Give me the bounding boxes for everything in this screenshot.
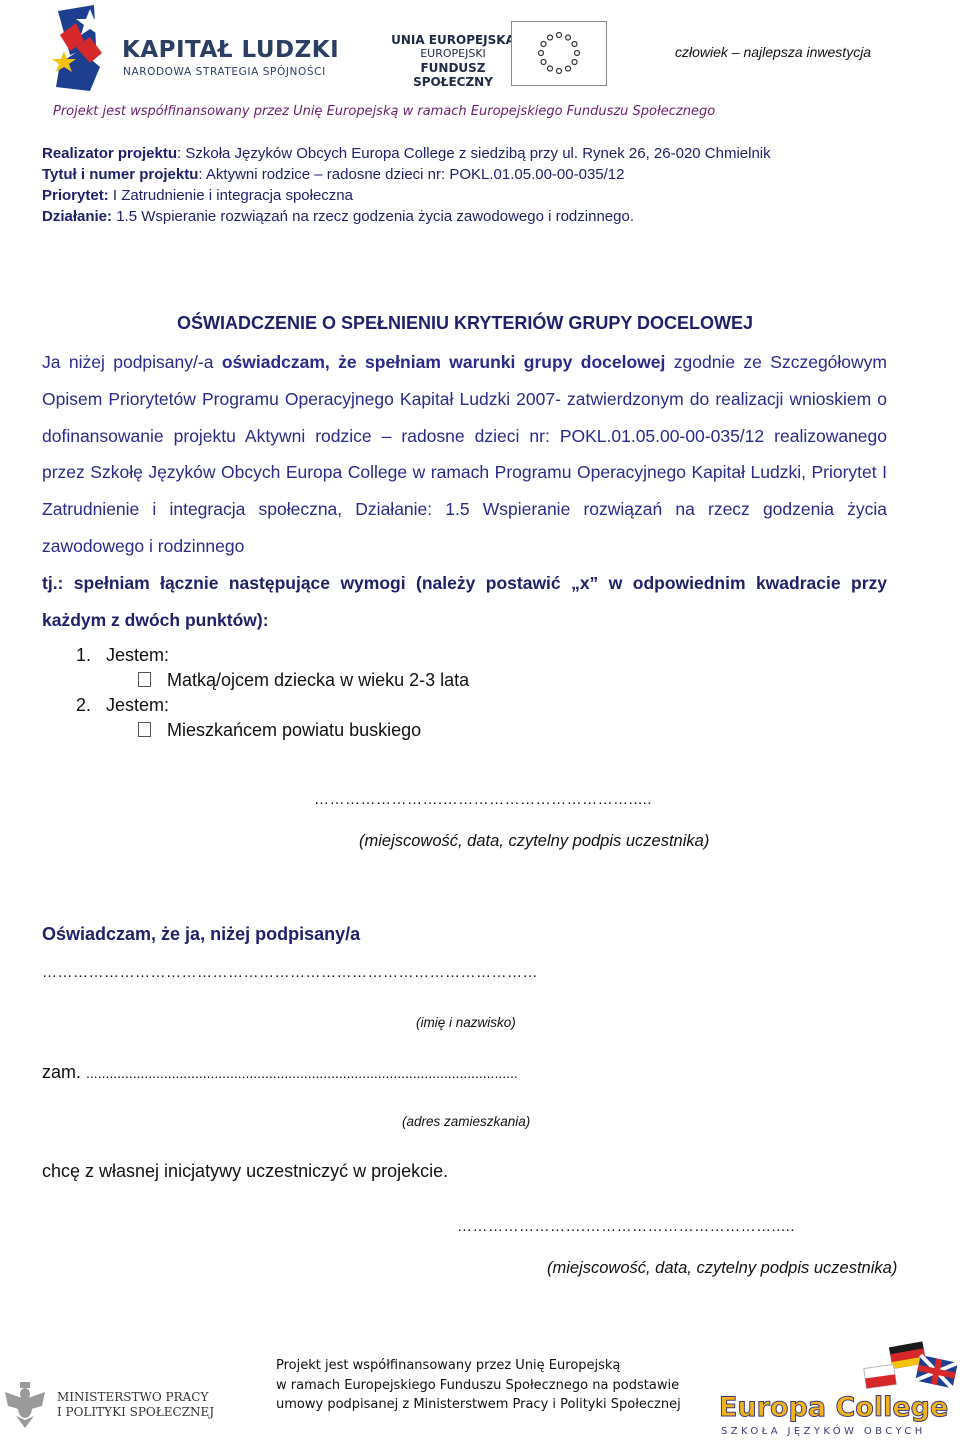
statement-heading: Oświadczam, że ja, niżej podpisany/a: [42, 924, 361, 944]
signature-caption-1: (miejscowość, data, czytelny podpis uczestnika): [359, 832, 710, 850]
project-info: [42, 143, 771, 227]
signature-line-1: …………………….……………………………….....: [314, 791, 653, 808]
checkbox[interactable]: [138, 672, 151, 687]
eu-logo-text: [383, 33, 523, 89]
signature-caption-2: (miejscowość, data, czytelny podpis uczestnika): [547, 1259, 898, 1277]
item-number: 1.: [76, 645, 92, 665]
ministry-line-2: I POLITYKI SPOŁECZNEJ: [57, 1405, 215, 1419]
flags-icon: [863, 1340, 958, 1398]
europa-college-logo: [713, 1340, 958, 1440]
address-prefix: zam.: [42, 1062, 82, 1082]
info-realizator: [42, 143, 771, 164]
eu-line-2: EUROPEJSKI: [420, 47, 486, 60]
declaration-title: OŚWIADCZENIE O SPEŁNIENIU KRYTERIÓW GRUPY DOCELOWEJ: [176, 313, 754, 333]
declaration-paragraph: [42, 344, 887, 565]
name-line: ……………………………………………………………………………………: [42, 964, 538, 981]
info-tytul-value: : Aktywni rodzice – radosne dzieci nr: POKL.01.05.00-00-035/12: [198, 166, 625, 183]
info-realizator-label: Realizator projektu: [42, 145, 178, 162]
list-item: [76, 643, 469, 668]
info-priorytet: [42, 185, 771, 206]
info-dzialanie-label: Działanie:: [42, 208, 113, 225]
list-option: [76, 668, 469, 693]
item-label: Jestem:: [106, 695, 170, 715]
cofin-line-2: w ramach Europejskiego Funduszu Społecznego na podstawie: [276, 1377, 680, 1393]
info-priorytet-value: I Zatrudnienie i integracja społeczna: [108, 187, 353, 204]
option-label: Mieszkańcem powiatu buskiego: [167, 720, 422, 740]
kapital-ludzki-graphic: [50, 5, 112, 93]
eu-line-3: FUNDUSZ SPOŁECZNY: [413, 61, 493, 89]
option-label: Matką/ojcem dziecka w wieku 2-3 lata: [167, 670, 470, 690]
kapital-ludzki-subtitle: NARODOWA STRATEGIA SPÓJNOŚCI: [123, 66, 326, 78]
info-dzialanie-value: 1.5 Wspieranie rozwiązań na rzecz godzenia życia zawodowego i rodzinnego.: [112, 208, 634, 225]
signature-line-2: …………………….……………………………….....: [457, 1218, 796, 1235]
eagle-icon: [2, 1380, 48, 1430]
declaration-start: Ja niżej podpisany/-a: [42, 352, 222, 372]
requirements-list: [76, 643, 469, 743]
info-realizator-value: : Szkoła Języków Obcych Europa College z siedzibą przy ul. Rynek 26, 26-020 Chmielnik: [177, 145, 771, 162]
item-label: Jestem:: [106, 645, 170, 665]
declaration-rest: zgodnie ze Szczegółowym Opisem Priorytetów Programu Operacyjnego Kapitał Ludzki 2007- zatwierdzonym do realizacji wnioskiem o dofinansowanie projektu Aktywni rodzice – radosne dzieci nr: POKL.01.05.00-00-035/12 realizowanego przez Szkołę Języków Obcych Europa College w ramach Programu Operacyjnego Kapitał Ludzki, Priorytet I Zatrudnienie i integracja społeczna, Działanie: 1.5 Wspieranie rozwiązań na rzecz godzenia życia zawodowego i rodzinnego: [42, 352, 887, 556]
info-dzialanie: [42, 206, 771, 227]
will-statement: chcę z własnej inicjatywy uczestniczyć w projekcie.: [42, 1161, 449, 1181]
checkbox[interactable]: [138, 722, 151, 737]
ministry-logo: [0, 1380, 220, 1430]
info-priorytet-label: Priorytet:: [42, 187, 109, 204]
eu-line-1: UNIA EUROPEJSKA: [391, 33, 515, 47]
list-item: [76, 693, 469, 718]
eu-flag-icon: [511, 21, 607, 86]
kapital-ludzki-title: KAPITAŁ LUDZKI: [122, 37, 340, 63]
info-tytul: [42, 164, 771, 185]
list-option: [76, 718, 469, 743]
item-number: 2.: [76, 695, 92, 715]
cofin-line-3: umowy podpisanej z Ministerstwem Pracy i Polityki Społecznej: [276, 1397, 681, 1412]
kapital-ludzki-logo: [50, 5, 340, 95]
cofinancing-note-top: Projekt jest współfinansowany przez Unię Europejską w ramach Europejskiego Funduszu Społecznego: [53, 104, 716, 119]
cofin-line-1: Projekt jest współfinansowany przez Unię Europejską: [276, 1358, 621, 1373]
cofinancing-note-bottom: [276, 1356, 681, 1415]
motto: człowiek – najlepsza inwestycja: [675, 44, 872, 60]
declaration-bold: oświadczam, że spełniam warunki grupy docelowej: [221, 352, 666, 372]
info-tytul-label: Tytuł i numer projektu: [42, 166, 199, 183]
ministry-name: [57, 1390, 214, 1420]
ministry-line-1: MINISTERSTWO PRACY: [57, 1390, 209, 1404]
europa-college-name: Europa College: [719, 1392, 949, 1423]
requirements-text: tj.: spełniam łącznie następujące wymogi (należy postawić „x” w odpowiednim kwadracie przy każdym z dwóch punktów):: [42, 573, 887, 630]
name-caption: (imię i nazwisko): [416, 1015, 516, 1030]
address-caption: (adres zamieszkania): [402, 1114, 531, 1129]
europa-college-subtitle: SZKOŁA JĘZYKÓW OBCYCH: [721, 1426, 926, 1437]
address-row: [42, 1062, 518, 1083]
address-line: ...............................................................................................................: [86, 1065, 518, 1081]
